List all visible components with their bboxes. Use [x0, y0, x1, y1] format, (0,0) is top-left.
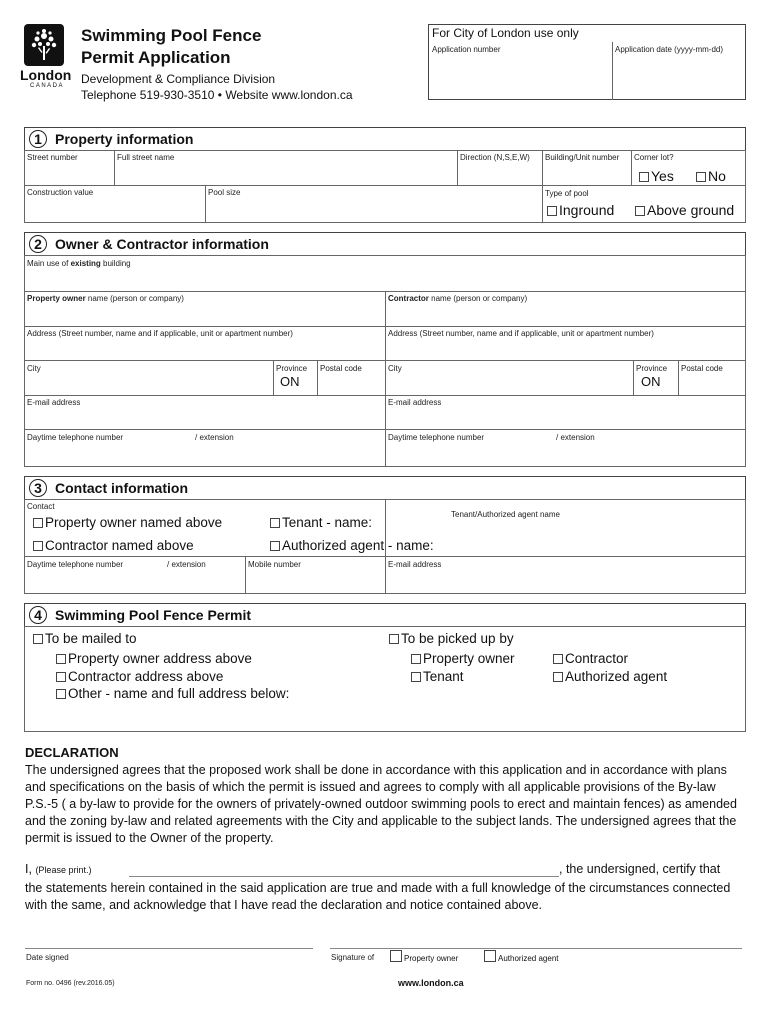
checkbox-icon [33, 518, 43, 528]
contractor-name-label: Contractor name (person or company) [388, 294, 528, 303]
checkbox-icon [484, 950, 496, 962]
corner-lot-label: Corner lot? [634, 153, 674, 162]
type-of-pool-label: Type of pool [545, 189, 589, 198]
certification-text: the statements herein contained in the said application are true and made with a full knowledge of the circumstances connected with the same, and acknowledge that I have read the declaration and notice contained above. [25, 881, 731, 912]
contractor-email-input[interactable] [386, 408, 745, 429]
owner-address-label: Address (Street number, name and if applicable, unit or apartment number) [27, 329, 293, 338]
section-3-header [24, 476, 746, 500]
logo-text: London [20, 67, 72, 83]
checkbox-icon [411, 654, 421, 664]
checkbox-icon [56, 654, 66, 664]
checkbox-icon [270, 518, 280, 528]
owner-phone-input[interactable] [25, 443, 384, 466]
pick-agent-option[interactable]: Authorized agent [553, 669, 667, 684]
form-number: Form no. 0496 (rev.2016.05) [26, 980, 115, 987]
checkbox-icon [33, 634, 43, 644]
contractor-city-label: City [388, 364, 402, 373]
section-3-title: Contact information [55, 480, 188, 496]
signature-line[interactable] [330, 948, 742, 949]
owner-phone-label: Daytime telephone number [27, 433, 124, 442]
checkbox-icon [553, 672, 563, 682]
print-name-input[interactable] [129, 876, 559, 877]
contact-agent-option[interactable]: Authorized agent - name: [270, 538, 434, 553]
checkbox-icon [411, 672, 421, 682]
office-use-title: For City of London use only [432, 26, 579, 40]
mail-contractor-option[interactable]: Contractor address above [56, 669, 223, 684]
contractor-province-value[interactable]: ON [641, 374, 661, 389]
contact-line: Telephone 519-930-3510 • Website www.london.ca [81, 88, 353, 102]
street-number-label: Street number [27, 153, 78, 162]
owner-address-input[interactable] [25, 339, 384, 360]
please-print-label: (Please print.) [35, 865, 92, 875]
contractor-postal-label: Postal code [681, 364, 723, 373]
section-2-title: Owner & Contractor information [55, 236, 269, 252]
checkbox-icon [553, 654, 563, 664]
street-number-input[interactable] [25, 163, 113, 185]
checkbox-icon [270, 541, 280, 551]
contact-phone-label: Daytime telephone number [27, 560, 124, 569]
contractor-phone-label: Daytime telephone number [388, 433, 485, 442]
direction-label: Direction (N,S,E,W) [460, 153, 530, 162]
street-name-input[interactable] [115, 163, 456, 185]
office-use-box [428, 24, 746, 100]
section-2-body [24, 255, 746, 467]
application-number-field[interactable] [429, 55, 612, 99]
contractor-email-label: E-mail address [388, 398, 442, 407]
checkbox-icon [33, 541, 43, 551]
checkbox-icon [696, 172, 706, 182]
date-signed-label: Date signed [26, 953, 69, 962]
application-date-field[interactable] [613, 55, 745, 99]
section-1-number: 1 [29, 130, 47, 148]
pool-type-above-ground[interactable]: Above ground [635, 202, 734, 218]
signature-of-label: Signature of [331, 953, 375, 962]
checkbox-icon [547, 206, 557, 216]
mailed-option[interactable]: To be mailed to [33, 631, 137, 646]
i-label: I, [25, 862, 32, 876]
tree-icon [24, 24, 64, 66]
street-name-label: Full street name [117, 153, 175, 162]
sig-owner-option[interactable]: Property owner [390, 950, 458, 963]
checkbox-icon [56, 672, 66, 682]
owner-name-label: Property owner name (person or company) [27, 294, 184, 303]
pool-type-inground[interactable]: Inground [547, 202, 614, 218]
direction-input[interactable] [458, 163, 541, 185]
checkbox-icon [639, 172, 649, 182]
agent-name-label: Tenant/Authorized agent name [451, 510, 560, 519]
owner-city-label: City [27, 364, 41, 373]
corner-lot-yes[interactable]: Yes [639, 168, 674, 184]
checkbox-icon [56, 689, 66, 699]
section-4-header [24, 603, 746, 627]
form-title-line1: Swimming Pool Fence [81, 26, 262, 45]
contact-email-input[interactable] [386, 570, 745, 593]
owner-postal-label: Postal code [320, 364, 362, 373]
building-unit-input[interactable] [543, 163, 630, 185]
form-title-line2: Permit Application [81, 48, 231, 67]
agent-name-input[interactable] [386, 520, 745, 556]
contact-contractor-option[interactable]: Contractor named above [33, 538, 194, 553]
section-2-number: 2 [29, 235, 47, 253]
section-3-body [24, 499, 746, 594]
contact-email-label: E-mail address [388, 560, 442, 569]
contractor-province-label: Province [636, 364, 668, 373]
section-4-number: 4 [29, 606, 47, 624]
construction-value-label: Construction value [27, 188, 94, 197]
building-unit-label: Building/Unit number [545, 153, 620, 162]
owner-email-label: E-mail address [27, 398, 81, 407]
mobile-label: Mobile number [248, 560, 301, 569]
picked-up-option[interactable]: To be picked up by [389, 631, 514, 646]
certify-line [25, 862, 745, 880]
undersigned-text: , the undersigned, certify that [559, 862, 721, 876]
section-1-body [24, 150, 746, 223]
pool-size-input[interactable] [206, 197, 541, 222]
city-logo [20, 24, 70, 90]
construction-value-input[interactable] [25, 197, 204, 222]
pick-tenant-option[interactable]: Tenant [411, 669, 464, 684]
logo-subtext: CANADA [30, 83, 65, 89]
section-2-header [24, 232, 746, 256]
contact-tenant-option[interactable]: Tenant - name: [270, 515, 372, 530]
owner-name-input[interactable] [25, 304, 384, 326]
pick-contractor-option[interactable]: Contractor [553, 651, 628, 666]
contractor-extension-label: / extension [556, 433, 595, 442]
owner-email-input[interactable] [25, 408, 384, 429]
section-4-title: Swimming Pool Fence Permit [55, 607, 252, 623]
corner-lot-no[interactable]: No [696, 168, 726, 184]
application-number-label: Application number [432, 45, 501, 54]
section-4-body [24, 626, 746, 732]
contractor-phone-input[interactable] [386, 443, 745, 466]
section-1-header [24, 127, 746, 151]
declaration-heading: DECLARATION [25, 745, 119, 760]
section-1-title: Property information [55, 131, 194, 147]
footer-website: www.london.ca [398, 978, 464, 988]
checkbox-icon [389, 634, 399, 644]
declaration-text: The undersigned agrees that the proposed work shall be done in accordance with this application and in accordance with plans and specifications on the basis of which the permit is issued and agrees to comply with all applicable provisions of the By-law P.S.-5 ( a by-law to provide for the owners of privately-owned outdoor swimming pools to erect and maintain fences) as amended and the zoning by-law and related agreements with the City and applicable to the subject lands. The undersigned agrees that the permit is issued to the Owner of the property. [25, 763, 737, 845]
main-use-input[interactable] [25, 269, 745, 291]
owner-extension-label: / extension [195, 433, 234, 442]
sig-agent-option[interactable]: Authorized agent [484, 950, 559, 963]
mobile-input[interactable] [246, 570, 384, 593]
division-name: Development & Compliance Division [81, 72, 276, 86]
other-address-input[interactable] [56, 705, 386, 730]
contractor-address-label: Address (Street number, name and if applicable, unit or apartment number) [388, 329, 654, 338]
application-date-label: Application date (yyyy-mm-dd) [615, 45, 724, 54]
checkbox-icon [390, 950, 402, 962]
contractor-address-input[interactable] [386, 339, 745, 360]
contact-label: Contact [27, 502, 55, 511]
owner-province-label: Province [276, 364, 308, 373]
checkbox-icon [635, 206, 645, 216]
date-signed-line[interactable] [25, 948, 313, 949]
contact-phone-input[interactable] [25, 570, 244, 593]
owner-province-value[interactable]: ON [280, 374, 300, 389]
mail-other-option[interactable]: Other - name and full address below: [56, 686, 289, 701]
main-use-label: Main use of existing building [27, 259, 131, 268]
contractor-name-input[interactable] [386, 304, 745, 326]
mail-owner-option[interactable]: Property owner address above [56, 651, 252, 666]
pool-size-label: Pool size [208, 188, 241, 197]
contact-extension-label: / extension [167, 560, 206, 569]
pick-owner-option[interactable]: Property owner [411, 651, 515, 666]
section-3-number: 3 [29, 479, 47, 497]
contact-owner-option[interactable]: Property owner named above [33, 515, 222, 530]
